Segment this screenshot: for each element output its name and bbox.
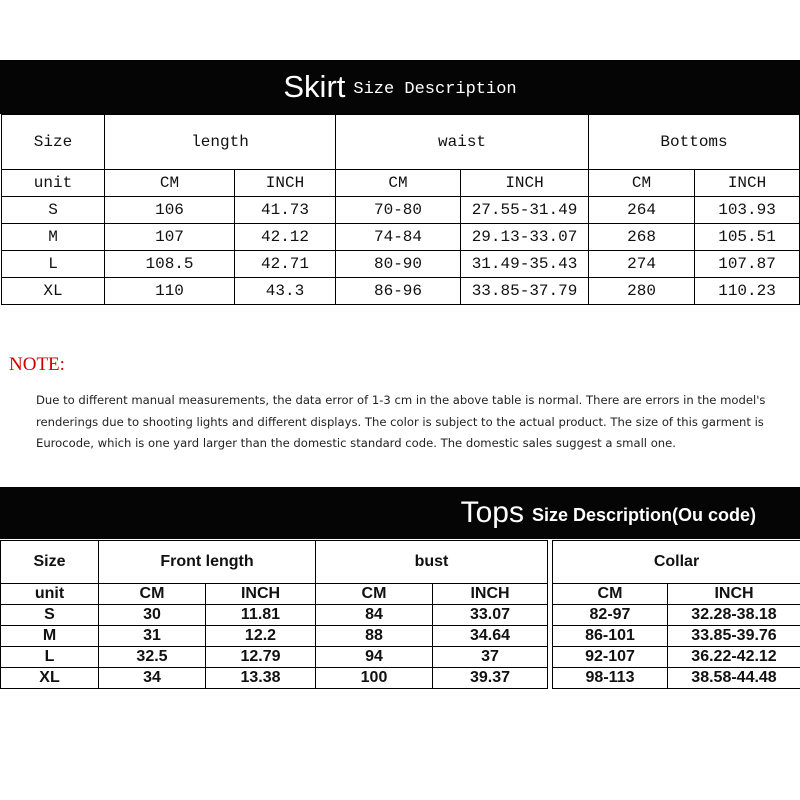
table-cell: 32.5 <box>99 647 206 668</box>
table-cell: 32.28-38.18 <box>668 605 800 626</box>
table-cell: 37 <box>433 647 548 668</box>
table-row <box>1 647 800 668</box>
table-cell: INCH <box>461 170 589 197</box>
tops-header-front-length: Front length <box>99 541 316 584</box>
table-cell: unit <box>1 584 99 605</box>
note-label: NOTE: <box>9 354 65 375</box>
table-cell: S <box>2 197 105 224</box>
table-row <box>2 278 800 305</box>
table-cell: 31 <box>99 626 206 647</box>
table-cell: 107 <box>105 224 235 251</box>
table-cell: INCH <box>433 584 548 605</box>
skirt-header-row <box>2 115 800 170</box>
table-cell: CM <box>105 170 235 197</box>
skirt-header-size: Size <box>2 115 105 170</box>
table-cell: 30 <box>99 605 206 626</box>
table-cell: 74-84 <box>336 224 461 251</box>
skirt-subtitle: Size Description <box>353 79 517 99</box>
table-cell: 106 <box>105 197 235 224</box>
table-cell: 42.71 <box>235 251 336 278</box>
table-cell: 110.23 <box>695 278 800 305</box>
table-cell: 34.64 <box>433 626 548 647</box>
tops-header-bust: bust <box>316 541 548 584</box>
table-cell: L <box>2 251 105 278</box>
table-cell: XL <box>2 278 105 305</box>
skirt-unit-row <box>2 170 800 197</box>
table-row <box>2 224 800 251</box>
skirt-size-table <box>1 114 800 305</box>
table-cell: 29.13-33.07 <box>461 224 589 251</box>
table-cell: 86-101 <box>553 626 668 647</box>
table-cell: CM <box>589 170 695 197</box>
table-cell: S <box>1 605 99 626</box>
table-cell: 41.73 <box>235 197 336 224</box>
table-cell: 86-96 <box>336 278 461 305</box>
tops-header-collar: Collar <box>553 541 800 584</box>
tops-header-size: Size <box>1 541 99 584</box>
table-cell: 88 <box>316 626 433 647</box>
table-cell: 268 <box>589 224 695 251</box>
table-cell: XL <box>1 668 99 689</box>
skirt-header-bottoms: Bottoms <box>589 115 800 170</box>
table-cell: L <box>1 647 99 668</box>
table-cell: CM <box>99 584 206 605</box>
tops-title-banner <box>0 487 800 539</box>
note-text: Due to different manual measurements, the data error of 1-3 cm in the above table is normal. There are errors in the model's renderings due to shooting lights and different displays. The color is subject to the actual product. The size of this garment is Eurocode, which is one yard larger than the domestic standard code. The domestic sales suggest a small one. <box>36 393 766 450</box>
table-cell: 34 <box>99 668 206 689</box>
skirt-title: Skirt <box>283 69 346 104</box>
tops-header-row <box>1 541 800 584</box>
table-cell: 274 <box>589 251 695 278</box>
table-cell: INCH <box>235 170 336 197</box>
skirt-title-banner <box>0 60 800 114</box>
tops-unit-row <box>1 584 800 605</box>
table-cell: 103.93 <box>695 197 800 224</box>
table-cell: 38.58-44.48 <box>668 668 800 689</box>
table-cell: M <box>2 224 105 251</box>
table-cell: 92-107 <box>553 647 668 668</box>
table-cell: 33.07 <box>433 605 548 626</box>
table-cell: 94 <box>316 647 433 668</box>
table-cell: 36.22-42.12 <box>668 647 800 668</box>
table-cell: 107.87 <box>695 251 800 278</box>
table-cell: INCH <box>668 584 800 605</box>
table-row <box>1 605 800 626</box>
table-cell: 42.12 <box>235 224 336 251</box>
table-row <box>2 251 800 278</box>
table-cell: 31.49-35.43 <box>461 251 589 278</box>
table-cell: 39.37 <box>433 668 548 689</box>
table-cell: 264 <box>589 197 695 224</box>
skirt-header-waist: waist <box>336 115 589 170</box>
table-cell: 70-80 <box>336 197 461 224</box>
table-cell: CM <box>336 170 461 197</box>
table-cell: 13.38 <box>206 668 316 689</box>
table-cell: 98-113 <box>553 668 668 689</box>
table-cell: 84 <box>316 605 433 626</box>
table-cell: 80-90 <box>336 251 461 278</box>
table-cell: 100 <box>316 668 433 689</box>
table-cell: 105.51 <box>695 224 800 251</box>
table-cell: CM <box>316 584 433 605</box>
table-cell: 27.55-31.49 <box>461 197 589 224</box>
table-cell: 12.79 <box>206 647 316 668</box>
table-cell: unit <box>2 170 105 197</box>
table-cell: 108.5 <box>105 251 235 278</box>
table-cell: 12.2 <box>206 626 316 647</box>
skirt-header-length: length <box>105 115 336 170</box>
tops-subtitle: Size Description(Ou code) <box>531 504 756 525</box>
table-cell: 43.3 <box>235 278 336 305</box>
table-cell: 11.81 <box>206 605 316 626</box>
table-cell: 33.85-39.76 <box>668 626 800 647</box>
table-cell: 33.85-37.79 <box>461 278 589 305</box>
table-cell: 110 <box>105 278 235 305</box>
tops-size-table <box>0 540 800 689</box>
table-cell: 82-97 <box>553 605 668 626</box>
table-cell: CM <box>553 584 668 605</box>
table-cell: 280 <box>589 278 695 305</box>
tops-title: Tops <box>460 496 524 529</box>
table-cell: INCH <box>695 170 800 197</box>
table-row <box>1 626 800 647</box>
table-cell: INCH <box>206 584 316 605</box>
table-row <box>2 197 800 224</box>
table-row <box>1 668 800 689</box>
table-cell: M <box>1 626 99 647</box>
